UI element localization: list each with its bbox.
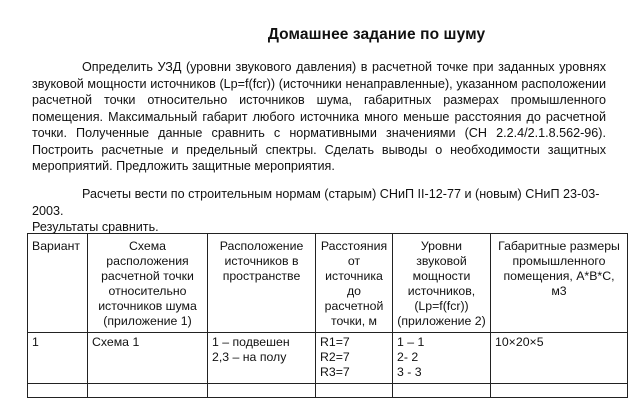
table-row-partial xyxy=(28,384,628,398)
norms-note xyxy=(32,186,622,236)
cell-distance: R1=7 R2=7 R3=7 xyxy=(316,333,393,384)
cell-variant: 1 xyxy=(28,333,88,384)
cell-power: 1 – 1 2- 2 3 - 3 xyxy=(393,333,491,384)
cell-empty xyxy=(208,384,316,398)
cell-placement: 1 – подвешен 2,3 – на полу xyxy=(208,333,316,384)
table-header-row xyxy=(28,234,628,333)
norms-note-line1: Расчеты вести по строительным нормам (старым) СНиП II-12-77 и (новым) СНиП 23-03-2003. xyxy=(32,187,600,218)
cell-empty xyxy=(491,384,628,398)
variants-table xyxy=(27,233,628,398)
task-paragraph xyxy=(32,59,606,175)
document-title: Домашнее задание по шуму xyxy=(267,26,486,43)
task-paragraph-text: Определить УЗД (уровни звукового давления) в расчетной точке при заданных уровнях звуковой мощности источников (Lp=f(fcr)) (источники ненаправленные), указанном расположении расчетной точки относительно источников шума, габаритных размерах промышленного помещения. Максимальный габарит любого источника много меньше расстояния до расчетной точки. Полученные данные сравнить с нормативными значениями (СН 2.2.4/2.1.8.562-96). Построить расчетные и предельный спектры. Сделать выводы о необходимости защитных мероприятий. Предложить защитные мероприятия. xyxy=(32,60,606,173)
cell-empty xyxy=(393,384,491,398)
header-distance: Расстояния от источника до расчетной точки, м xyxy=(316,234,393,333)
norms-note-line2: Результаты сравнить. xyxy=(32,220,159,234)
cell-dimensions: 10×20×5 xyxy=(491,333,628,384)
cell-empty xyxy=(88,384,208,398)
header-placement: Расположение источников в пространстве xyxy=(208,234,316,333)
header-power: Уровни звуковой мощности источников, (Lp=f(fcr)) (приложение 2) xyxy=(393,234,491,333)
header-variant: Вариант xyxy=(28,234,88,333)
cell-empty xyxy=(28,384,88,398)
cell-empty xyxy=(316,384,393,398)
header-scheme: Схема расположения расчетной точки относительно источников шума (приложение 1) xyxy=(88,234,208,333)
table-row xyxy=(28,333,628,384)
cell-scheme: Схема 1 xyxy=(88,333,208,384)
header-dimensions: Габаритные размеры промышленного помещения, А*В*С, м3 xyxy=(491,234,628,333)
